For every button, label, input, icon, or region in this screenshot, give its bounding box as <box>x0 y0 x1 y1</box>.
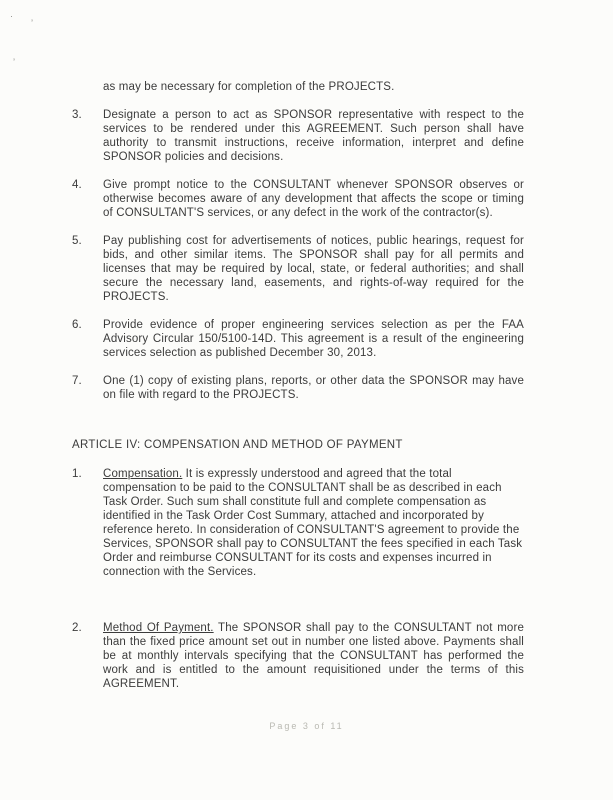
article-item-method-of-payment <box>72 621 524 691</box>
list-item-3 <box>72 108 524 164</box>
scan-artifact: · <box>10 11 13 21</box>
article-heading: ARTICLE IV: COMPENSATION AND METHOD OF PAYMENT <box>72 439 403 451</box>
article-item-compensation <box>72 467 524 579</box>
list-item-4 <box>72 178 524 220</box>
item-number: 4. <box>72 179 82 191</box>
item-number: 1. <box>72 468 82 480</box>
item-body-text: The SPONSOR shall pay to the CONSULTANT not more than the fixed price amount set out in number one listed above. Payments shall be at monthly intervals specifying that the CONSULTANT has performed the work and is entitled to the amount requisitioned under the terms of this AGREEMENT. <box>103 622 524 690</box>
item-lead-underlined: Compensation. <box>103 468 183 480</box>
page-number-footer: Page 3 of 11 <box>269 721 344 731</box>
item-lead-underlined: Method Of Payment. <box>103 622 214 634</box>
item-text: Designate a person to act as SPONSOR representative with respect to the services to be rendered under this AGREEMENT. Such person shall have authority to transmit instructions, receive information, interpret and define SPONSOR policies and decisions. <box>103 109 524 163</box>
item-number: 6. <box>72 319 82 331</box>
item-text: Give prompt notice to the CONSULTANT whenever SPONSOR observes or otherwise becomes aware of any development that affects the scope or timing of CONSULTANT'S services, or any defect in the work of the contractor(s). <box>103 179 524 219</box>
paragraph-continuation: as may be necessary for completion of the PROJECTS. <box>103 81 395 93</box>
document-page <box>72 80 524 691</box>
item-text <box>103 467 524 579</box>
item-number: 2. <box>72 622 82 634</box>
list-item-7 <box>72 374 524 402</box>
scan-artifact: ’ <box>13 57 15 67</box>
list-item-5 <box>72 234 524 304</box>
item-text <box>103 621 524 691</box>
list-item-6 <box>72 318 524 360</box>
item-text: One (1) copy of existing plans, reports, or other data the SPONSOR may have on file with regard to the PROJECTS. <box>103 375 524 401</box>
item-number: 5. <box>72 235 82 247</box>
item-number: 3. <box>72 109 82 121</box>
item-number: 7. <box>72 375 82 387</box>
item-text: Pay publishing cost for advertisements of notices, public hearings, request for bids, and other similar items. The SPONSOR shall pay for all permits and licenses that may be required by local, state, or federal authorities; and shall secure the necessary land, easements, and rights-of-way required for the PROJECTS. <box>103 235 524 303</box>
item-text: Provide evidence of proper engineering services selection as per the FAA Advisory Circular 150/5100-14D. This agreement is a result of the engineering services selection as published December 30, 2013. <box>103 319 524 359</box>
item-body-text: It is expressly understood and agreed that the total compensation to be paid to the CONSULTANT shall be as described in each Task Order. Such sum shall constitute full and complete compensation as identified in the Task Order Cost Summary, attached and incorporated by reference hereto. In consideration of CONSULTANT'S agreement to provide the Services, SPONSOR shall pay to CONSULTANT the fees specified in each Task Order and reimburse CONSULTANT for its costs and expenses incurred in connection with the Services. <box>103 468 523 578</box>
scan-artifact: ’ <box>31 18 33 28</box>
